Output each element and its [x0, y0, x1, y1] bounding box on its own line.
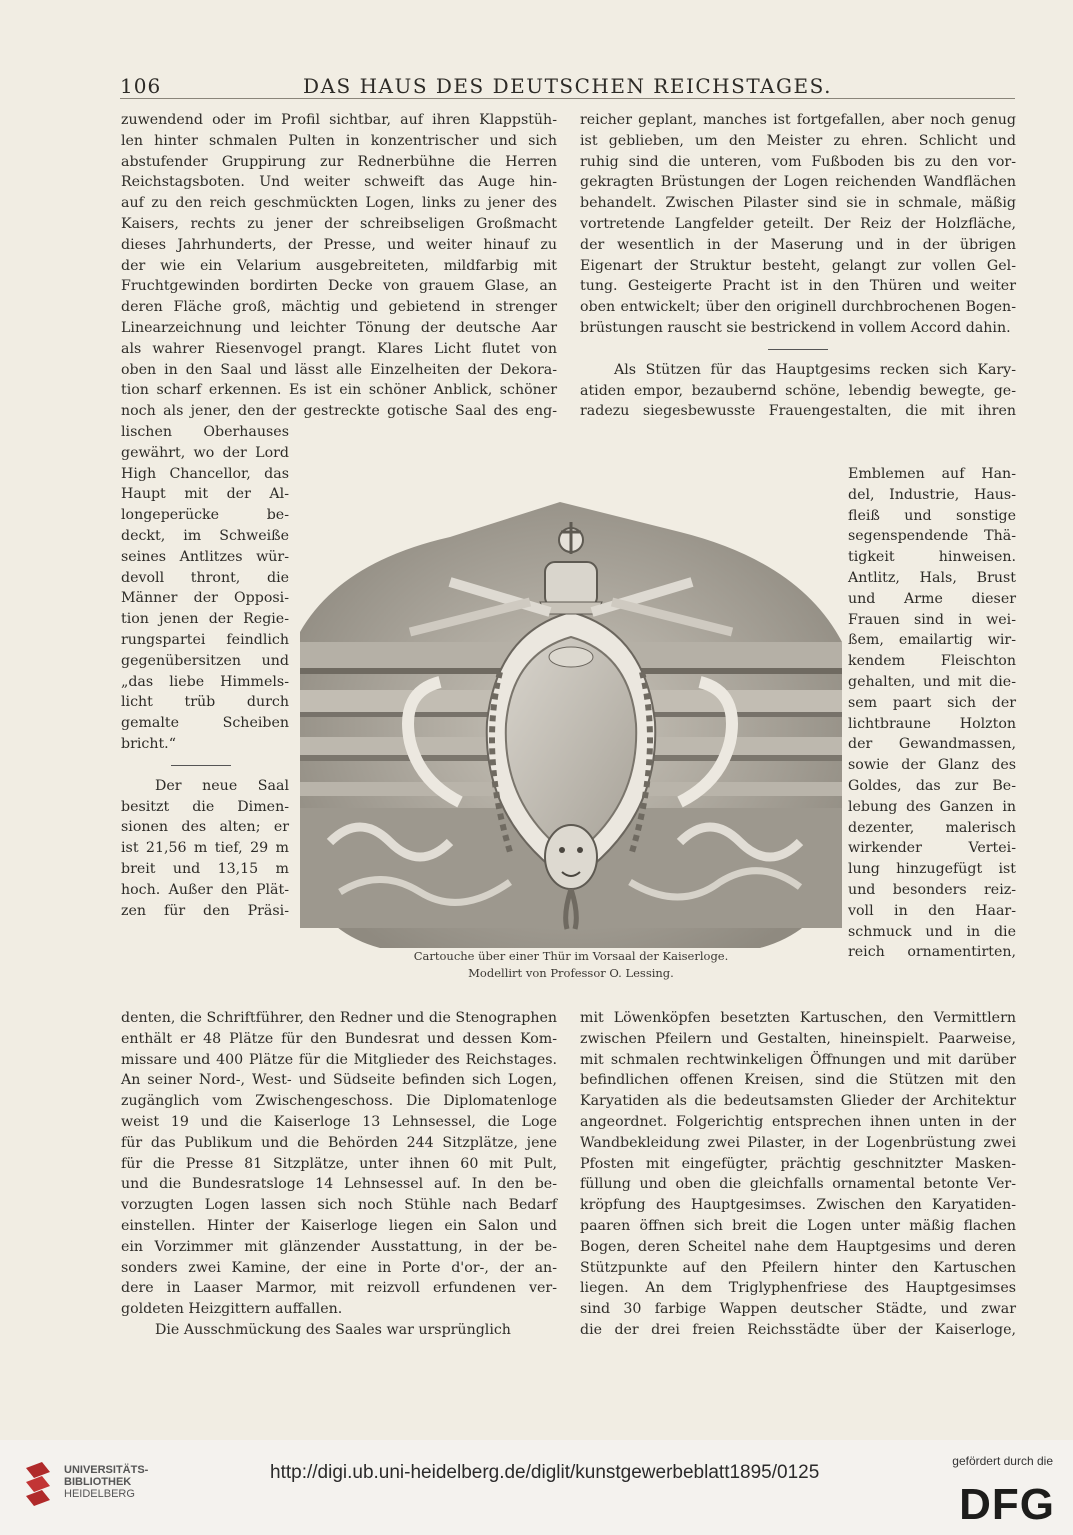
caption-line-2: Modellirt von Professor O. Lessing.	[468, 966, 674, 980]
page-number: 106	[120, 74, 162, 98]
text-line: sind 30 farbige Wappen deutscher Städte, und zwar	[580, 1301, 1016, 1318]
text-line: ruhig sind die unteren, vom Fußboden bis zu den vor-	[580, 153, 1016, 170]
text-line: tigkeit hinweisen.	[848, 549, 1016, 566]
text-line: gekragten Brüstungen der Logen reichenden Wandflächen	[580, 174, 1016, 191]
text-line: dere in Laaser Marmor, mit reizvoll erfundenen ver-	[121, 1280, 557, 1297]
text-line: ist 21,56 m tief, 29 m	[121, 840, 289, 857]
text-line: vorzugten Logen lassen sich noch Stühle nach Bedarf	[121, 1197, 557, 1214]
left-column-narrow	[121, 422, 289, 921]
text-line: Als Stützen für das Hauptgesims recken sich Kary-	[614, 361, 1016, 378]
text-line: rungspartei feindlich	[121, 631, 289, 648]
text-line: enthält er 48 Plätze für den Bundesrat und dessen Kom-	[121, 1030, 557, 1047]
text-line: weist 19 und die Kaiserloge 13 Lehnsessel, die Loge	[121, 1113, 557, 1130]
text-line: Pfosten mit eingefügter, prächtig geschnitzter Masken-	[580, 1155, 1016, 1172]
text-line: und die Bundesratsloge 14 Lehnsessel auf. In den be-	[121, 1176, 557, 1193]
text-line: del, Industrie, Haus-	[848, 486, 1016, 503]
text-line: len hinter schmalen Pulten in konzentrischer und sich	[121, 132, 557, 149]
library-name	[64, 1464, 148, 1500]
text-line: kendem Fleischton	[848, 653, 1016, 670]
text-line: Fruchtgewinden bordirten Decke von grauem Glase, an	[121, 278, 557, 295]
text-line: bricht.“	[121, 735, 176, 752]
text-line: Männer der Opposi-	[121, 590, 289, 607]
library-line-1: UNIVERSITÄTS-	[64, 1464, 149, 1476]
running-title: DAS HAUS DES DEUTSCHEN REICHSTAGES.	[303, 74, 832, 98]
text-line: liegen. An dem Triglyphenfriese des Hauptgesimses	[580, 1280, 1016, 1297]
section-separator	[171, 765, 231, 766]
text-line: zen für den Präsi-	[121, 902, 289, 919]
text-line: vortretende Langfelder geteilt. Der Reiz der Holzfläche,	[580, 215, 1016, 232]
text-line: Haupt mit der Al-	[121, 486, 289, 503]
text-line: zwischen Pfeilern und Gestalten, hineinspielt. Paarweise,	[580, 1030, 1016, 1047]
text-line: behandelt. Zwischen Pilaster sind sie in schmale, mäßig	[580, 195, 1016, 212]
text-line: breit und 13,15 m	[121, 860, 289, 877]
text-line: einstellen. Hinter der Kaiserloge liegen ein Salon und	[121, 1217, 557, 1234]
text-line: lung hinzugefügt ist	[848, 861, 1016, 878]
text-line: gemalte Scheiben	[121, 715, 289, 732]
text-line: tung. Gesteigerte Pracht ist in den Thüren und weiter	[580, 278, 1016, 295]
text-line: Karyatiden als die bedeutsamsten Glieder der Architektur	[580, 1093, 1016, 1110]
left-column-top	[121, 110, 557, 422]
library-line-2: BIBLIOTHEK	[64, 1476, 132, 1488]
text-line: der Gewandmassen,	[848, 736, 1016, 753]
text-line: fleiß und sonstige	[848, 507, 1016, 524]
text-line: „das liebe Himmels-	[121, 673, 289, 690]
text-line: lebung des Ganzen in	[848, 798, 1016, 815]
section-separator-right	[768, 349, 828, 350]
text-line: dezenter, malerisch	[848, 819, 1016, 836]
left-column-bottom	[121, 1008, 557, 1341]
text-line: Die Ausschmückung des Saales war ursprünglich	[155, 1321, 511, 1338]
university-library-logo	[22, 1460, 54, 1510]
right-column-narrow	[848, 464, 1016, 963]
text-line: brüstungen rauscht sie bestrickend in vollem Accord dahin.	[580, 319, 1011, 336]
text-line: reich ornamentirten,	[848, 944, 1016, 961]
library-line-3: HEIDELBERG	[64, 1488, 135, 1500]
text-line: lichtbraune Holzton	[848, 715, 1016, 732]
permalink-url[interactable]: http://digi.ub.uni-heidelberg.de/diglit/kunstgewerbeblatt1895/0125	[270, 1462, 820, 1483]
text-line: schmuck und in die	[848, 923, 1016, 940]
text-line: Frauen sind in wei-	[848, 611, 1016, 628]
text-line: für das Publikum und die Behörden 244 Sitzplätze, jene	[121, 1134, 557, 1151]
figure-caption	[300, 948, 842, 982]
text-line: Emblemen auf Han-	[848, 466, 1016, 482]
text-line: zugänglich vom Zwischengeschoss. Die Diplomatenloge	[121, 1093, 557, 1110]
text-line: atiden empor, bezaubernd schöne, lebendig bewegte, ge-	[580, 382, 1016, 399]
text-line: gehalten, und mit die-	[848, 673, 1016, 690]
text-line: Antlitz, Hals, Brust	[848, 569, 1016, 586]
text-line: longeperücke be-	[121, 507, 289, 524]
text-line: ein Vorzimmer mit glänzender Ausstattung, in der be-	[121, 1238, 557, 1255]
text-line: gewährt, wo der Lord	[121, 444, 289, 461]
text-line: High Chancellor, das	[121, 465, 289, 482]
text-line: ist geblieben, um den Meister zu ehren. Schlicht und	[580, 132, 1016, 149]
text-line: sowie der Glanz des	[848, 757, 1016, 774]
text-line: mit schmalen rechtwinkeligen Öffnungen und mit darüber	[580, 1051, 1016, 1068]
text-line: zuwendend oder im Profil sichtbar, auf ihren Klappstüh-	[121, 112, 557, 128]
text-line: An seiner Nord-, West- und Südseite befinden sich Logen,	[121, 1072, 557, 1089]
text-line: füllung und oben die gleichfalls ornamental betonte Ver-	[580, 1176, 1016, 1193]
text-line: Kaisers, rechts zu jener der schreibseligen Großmacht	[121, 215, 557, 232]
text-line: Linearzeichnung und leichter Tönung der deutsche Aar	[121, 319, 557, 336]
text-line: radezu siegesbewusste Frauengestalten, die mit ihren	[580, 403, 1016, 420]
text-line: wirkender Vertei-	[848, 840, 1016, 857]
text-line: und Arme dieser	[848, 590, 1016, 607]
text-line: missare und 400 Plätze für die Mitglieder des Reichstages.	[121, 1051, 557, 1068]
text-line: Bogen, deren Scheitel nahe dem Hauptgesims und deren	[580, 1238, 1016, 1255]
text-line: ßem, emailartig wir-	[848, 632, 1016, 649]
text-line: mit Löwenköpfen besetzten Kartuschen, den Vermittlern	[580, 1010, 1016, 1026]
text-line: auf zu den reich geschmückten Logen, links zu jener des	[121, 195, 557, 212]
text-line: Wandbekleidung zwei Pilaster, in der Logenbrüstung zwei	[580, 1134, 1016, 1151]
text-line: kröpfung des Hauptgesimses. Zwischen den Karyatiden-	[580, 1197, 1016, 1214]
text-line: gegenübersitzen und	[121, 652, 289, 669]
cartouche-illustration	[300, 492, 842, 948]
text-line: tion jenen der Regie-	[121, 611, 289, 628]
text-line: paaren öffnen sich breit die Logen unter mäßig flachen	[580, 1217, 1016, 1234]
text-line: Eigenart der Struktur besteht, gelangt zur vollen Gel-	[580, 257, 1016, 274]
page-header	[120, 70, 1015, 100]
text-line: denten, die Schriftführer, den Redner und die Stenographen	[121, 1010, 557, 1026]
header-rule	[120, 98, 1015, 99]
text-line: sionen des alten; er	[121, 819, 289, 836]
cartouche-drawing	[300, 492, 842, 948]
text-line: als wahrer Riesenvogel prangt. Klares Licht flutet von	[121, 340, 557, 357]
text-line: Stützpunkte auf den Pfeilern hinter den Kartuschen	[580, 1259, 1016, 1276]
text-line: seines Antlitzes wür-	[121, 548, 289, 565]
text-line: dieses Jahrhunderts, der Presse, und weiter hinauf zu	[121, 236, 557, 253]
text-line: Goldes, das zur Be-	[848, 777, 1016, 794]
text-line: deren Fläche groß, mächtig und gebietend in strenger	[121, 299, 557, 316]
text-line: licht trüb durch	[121, 694, 289, 711]
text-line: oben entwickelt; über den originell durchbrochenen Bogen-	[580, 299, 1016, 316]
text-line: besitzt die Dimen-	[121, 798, 289, 815]
digitization-footer	[0, 1440, 1073, 1535]
text-line: segenspendende Thä-	[848, 528, 1016, 545]
text-line: goldeten Heizgittern auffallen.	[121, 1301, 343, 1318]
text-line: die der drei freien Reichsstädte über der Kaiserloge,	[580, 1321, 1016, 1338]
right-column-top	[580, 110, 1016, 422]
text-line: devoll thront, die	[121, 569, 289, 586]
text-line: der wie ein Velarium ausgebreiteten, mildfarbig mit	[121, 257, 557, 274]
text-line: voll in den Haar-	[848, 902, 1016, 919]
text-line: Der neue Saal	[155, 777, 289, 794]
caption-line-1: Cartouche über einer Thür im Vorsaal der Kaiserloge.	[413, 949, 729, 963]
text-line: für die Presse 81 Sitzplätze, unter ihnen 60 mit Pult,	[121, 1155, 557, 1172]
text-line: reicher geplant, manches ist fortgefallen, aber noch genug	[580, 112, 1016, 128]
text-line: noch als jener, den der gestreckte gotische Saal des eng-	[121, 403, 557, 420]
text-line: oben in den Saal und lässt alle Einzelheiten der Dekora-	[121, 361, 557, 378]
text-line: tion scharf erkennen. Es ist ein schöner Anblick, schöner	[121, 382, 557, 399]
right-column-bottom	[580, 1008, 1016, 1341]
dfg-logo: DFG	[959, 1480, 1055, 1529]
text-line: sem paart sich der	[848, 694, 1016, 711]
funding-note: gefördert durch die	[952, 1454, 1053, 1468]
text-line: der wesentlich in der Maserung und in der übrigen	[580, 236, 1016, 253]
text-line: und besonders reiz-	[848, 881, 1016, 898]
text-line: befindlichen offenen Kreisen, sind die Stützen mit den	[580, 1072, 1016, 1089]
text-line: hoch. Außer den Plät-	[121, 881, 289, 898]
text-line: sonders zwei Kamine, der eine in Porte d'or-, der an-	[121, 1259, 557, 1276]
text-line: Reichstagsboten. Und weiter schweift das Auge hin-	[121, 174, 557, 191]
text-line: angeordnet. Folgerichtig entsprechen ihnen unten in der	[580, 1113, 1016, 1130]
text-line: abstufender Gruppirung zur Rednerbühne die Herren	[121, 153, 557, 170]
text-line: lischen Oberhauses	[121, 424, 289, 440]
text-line: deckt, im Schweiße	[121, 527, 289, 544]
